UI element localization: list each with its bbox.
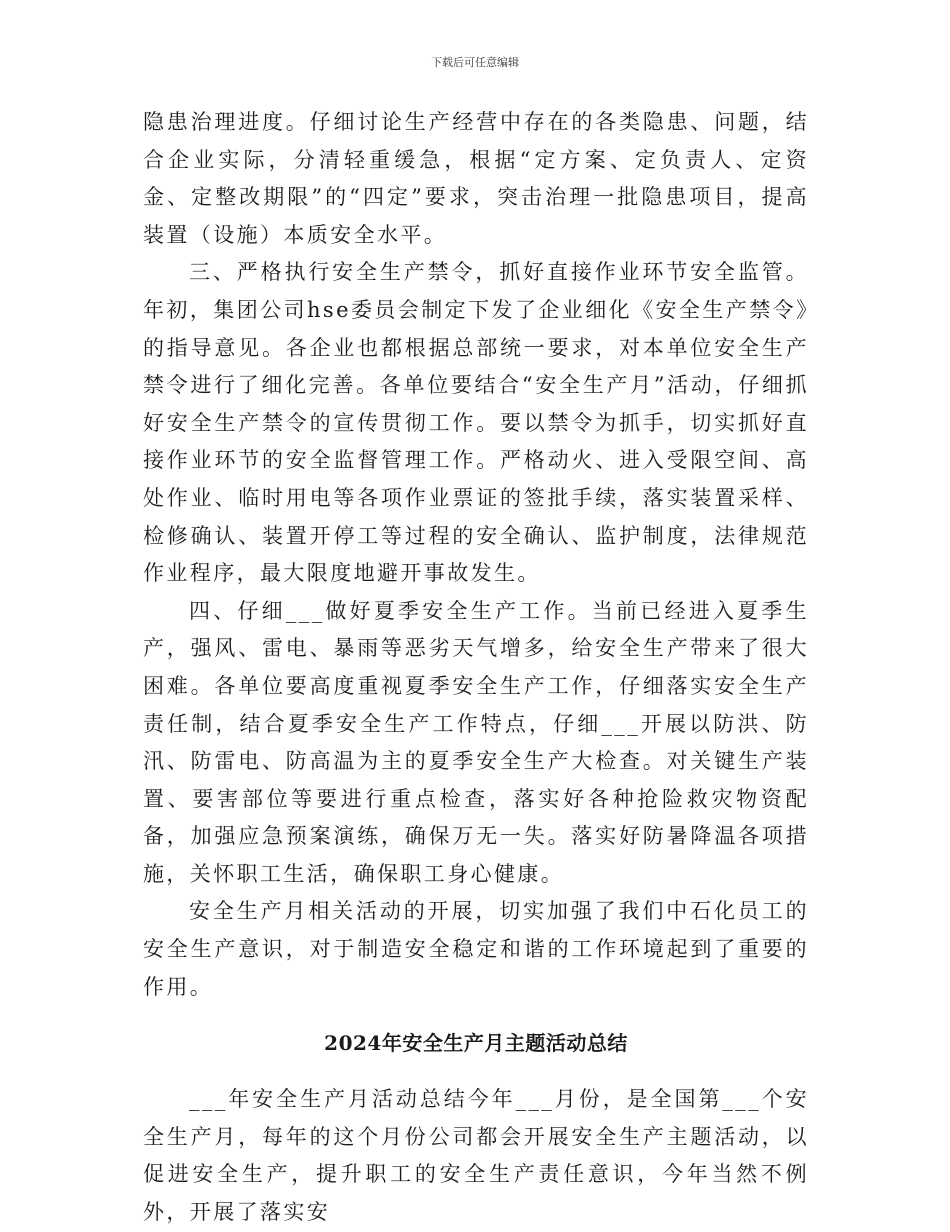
paragraph-safety-prohibitions: 三、严格执行安全生产禁令，抓好直接作业环节安全监管。年初，集团公司hse委员会制定下发了企业细化《安全生产禁令》的指导意见。各企业也都根据总部统一要求，对本单位安全生产禁令进行了细化完善。各单位要结合“安全生产月”活动，仔细抓好安全生产禁令的宣传贯彻工作。要以禁令为抓手，切实抓好直接作业环节的安全监督管理工作。严格动火、进入受限空间、高处作业、临时用电等各项作业票证的签批手续，落实装置采样、检修确认、装置开停工等过程的安全确认、监护制度，法律规范作业程序，最大限度地避开事故发生。 bbox=[143, 260, 809, 586]
paragraph-hazard-remediation: 隐患治理进度。仔细讨论生产经营中存在的各类隐患、问题，结合企业实际，分清轻重缓急，根据“定方案、定负责人、定资金、定整改期限”的“四定”要求，突击治理一批隐患项目，提高装置（设施）本质安全水平。 bbox=[143, 110, 809, 247]
paragraph-summer-safety: 四、仔细___做好夏季安全生产工作。当前已经进入夏季生产，强风、雷电、暴雨等恶劣天气增多，给安全生产带来了很大困难。各单位要高度重视夏季安全生产工作，仔细落实安全生产责任制，结合夏季安全生产工作特点，仔细___开展以防洪、防汛、防雷电、防高温为主的夏季安全生产大检查。对关键生产装置、要害部位等要进行重点检查，落实好各种抢险救灾物资配备，加强应急预案演练，确保万无一失。落实好防暑降温各项措施，关怀职工生活，确保职工身心健康。 bbox=[143, 598, 809, 886]
page-header: 下载后可任意编辑 bbox=[431, 56, 519, 69]
paragraph-activity-summary: ___年安全生产月活动总结今年___月份，是全国第___个安全生产月，每年的这个月份公司都会开展安全生产主题活动，以促进安全生产，提升职工的安全生产责任意识，今年当然不例外，开展了落实安 bbox=[143, 1087, 809, 1225]
document-body bbox=[143, 104, 809, 1232]
paragraph-safety-month-conclusion: 安全生产月相关活动的开展，切实加强了我们中石化员工的安全生产意识，对于制造安全稳定和谐的工作环境起到了重要的作用。 bbox=[143, 899, 809, 999]
section-title: 2024年安全生产月主题活动总结 bbox=[324, 1030, 628, 1055]
